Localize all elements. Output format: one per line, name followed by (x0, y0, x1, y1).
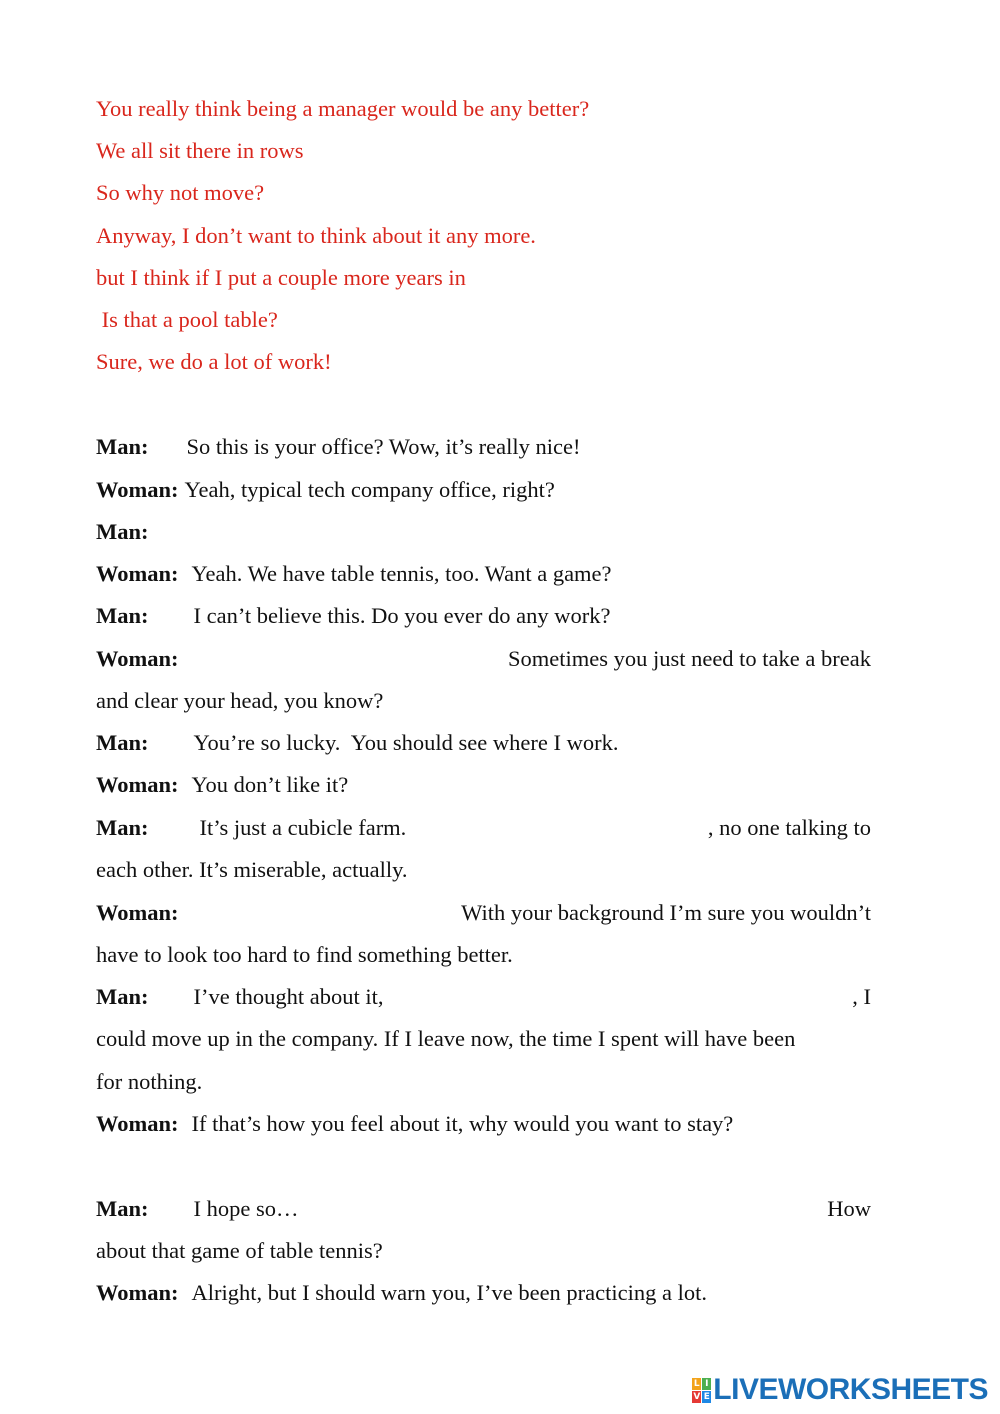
dialogue-line (96, 902, 871, 925)
dialogue-line (96, 1113, 733, 1136)
speaker-woman: Woman: (96, 900, 179, 925)
dialogue-line (96, 817, 871, 840)
line-text: So this is your office? Wow, it’s really nice! (186, 434, 581, 459)
line-text: How (827, 1196, 871, 1221)
answer-blank[interactable] (299, 1215, 599, 1216)
answer-blank[interactable] (406, 834, 606, 835)
dialogue-line (96, 648, 871, 671)
line-text-continued: each other. It’s miserable, actually. (96, 857, 408, 882)
speaker-woman: Woman: (96, 646, 179, 671)
line-text-continued: could move up in the company. If I leave now, the time I spent will have been (96, 1026, 796, 1051)
answer-blank[interactable] (179, 919, 379, 920)
line-text: Yeah, typical tech company office, right? (184, 477, 555, 502)
option-4[interactable]: Anyway, I don’t want to think about it any more. (96, 223, 536, 248)
logo-mark-letter: E (703, 1391, 710, 1402)
option-5[interactable]: but I think if I put a couple more years in (96, 265, 466, 290)
dialogue-line (96, 774, 348, 797)
dialogue-line (96, 563, 612, 586)
speaker-woman: Woman: (96, 477, 179, 502)
logo-mark-letter: I (702, 1378, 711, 1390)
dialogue-line (96, 1282, 707, 1305)
answer-blank[interactable] (383, 1003, 683, 1004)
line-text: I hope so… (193, 1196, 299, 1221)
line-text-continued: about that game of table tennis? (96, 1238, 383, 1263)
option-3[interactable]: So why not move? (96, 180, 265, 205)
dialogue-line (96, 521, 689, 544)
line-text: I’ve thought about it, (193, 984, 384, 1009)
option-2[interactable]: We all sit there in rows (96, 138, 304, 163)
speaker-man: Man: (96, 519, 149, 544)
dialogue-line (96, 436, 580, 459)
line-text: If that’s how you feel about it, why would you want to stay? (191, 1111, 734, 1136)
logo-text: LIVEWORKSHEETS (713, 1373, 988, 1406)
line-text: With your background I’m sure you wouldn’t (461, 900, 871, 925)
speaker-man: Man: (96, 815, 149, 840)
option-1[interactable]: You really think being a manager would be any better? (96, 96, 590, 121)
dialogue-line (96, 605, 610, 628)
speaker-woman: Woman: (96, 1111, 179, 1136)
dialogue-line (96, 479, 555, 502)
speaker-woman: Woman: (96, 772, 179, 797)
speaker-man: Man: (96, 434, 149, 459)
speaker-man: Man: (96, 603, 149, 628)
line-text-continued: for nothing. (96, 1069, 203, 1094)
speaker-woman: Woman: (96, 1280, 179, 1305)
line-text-continued: and clear your head, you know? (96, 688, 384, 713)
answer-blank[interactable] (189, 538, 689, 539)
line-text: , no one talking to (707, 815, 871, 840)
line-text: You don’t like it? (191, 772, 349, 797)
logo-mark-icon (692, 1378, 711, 1403)
line-text: It’s just a cubicle farm. (199, 815, 407, 840)
dialogue-line (96, 986, 871, 1009)
dialogue-line (96, 1198, 871, 1221)
liveworksheets-logo (692, 1373, 988, 1406)
dialogue-line (96, 732, 618, 755)
speaker-man: Man: (96, 984, 149, 1009)
speaker-man: Man: (96, 1196, 149, 1221)
line-text: I can’t believe this. Do you ever do any work? (193, 603, 611, 628)
line-text: Yeah. We have table tennis, too. Want a game? (191, 561, 612, 586)
line-text: Sometimes you just need to take a break (507, 646, 871, 671)
answer-blank[interactable] (179, 665, 439, 666)
logo-mark-letter: L (693, 1378, 700, 1389)
option-6[interactable]: Is that a pool table? (96, 307, 278, 332)
line-text: , I (852, 984, 871, 1009)
line-text-continued: have to look too hard to find something better. (96, 942, 513, 967)
speaker-man: Man: (96, 730, 149, 755)
line-text: Alright, but I should warn you, I’ve been practicing a lot. (191, 1280, 708, 1305)
logo-mark-letter: V (693, 1391, 701, 1402)
speaker-woman: Woman: (96, 561, 179, 586)
option-7[interactable]: Sure, we do a lot of work! (96, 349, 332, 374)
line-text: You’re so lucky. You should see where I work. (193, 730, 619, 755)
